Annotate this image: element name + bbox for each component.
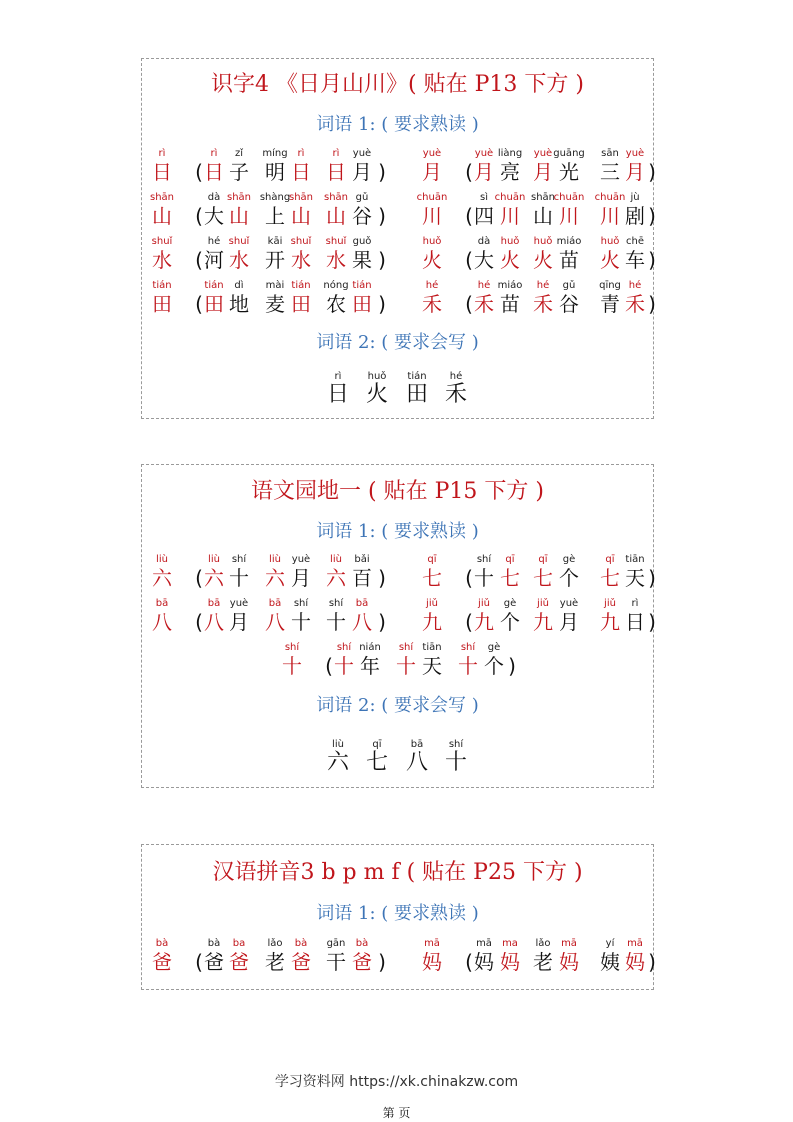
hanzi: 火 (600, 248, 620, 272)
bracket: ( (195, 610, 203, 634)
pinyin: rì (297, 148, 305, 159)
hanzi: 个 (484, 654, 504, 678)
pinyin: guāng (553, 148, 585, 159)
pinyin: shān (530, 192, 556, 203)
hanzi: 水 (326, 248, 346, 272)
hanzi: 火 (533, 248, 553, 272)
hanzi: 妈 (559, 950, 579, 974)
hanzi: 十 (334, 654, 354, 678)
pinyin: yuè (625, 148, 645, 159)
pinyin: yuè (559, 598, 579, 609)
bracket: ) (648, 610, 656, 634)
hanzi: 农 (326, 292, 346, 316)
pinyin: huǒ (422, 236, 442, 247)
section-title: 识字4 《日月山川》( 贴在 P13 下方 ) (211, 72, 584, 97)
hanzi: 地 (229, 292, 249, 316)
bracket: ) (648, 248, 656, 272)
hanzi: 妈 (625, 950, 645, 974)
hanzi: 六 (326, 566, 346, 590)
pinyin: chuān (594, 192, 626, 203)
pinyin: jù (630, 192, 640, 203)
pinyin: yuè (291, 554, 311, 565)
pinyin: ba (232, 938, 246, 949)
pinyin: dà (477, 236, 491, 247)
hanzi: 河 (204, 248, 224, 272)
bracket: ) (648, 160, 656, 184)
hanzi: 禾 (533, 292, 553, 316)
pinyin: qīng (599, 280, 621, 291)
pinyin: gǔ (355, 192, 369, 203)
hanzi: 日 (326, 382, 350, 407)
hanzi: 田 (291, 292, 311, 316)
hanzi: 妈 (422, 950, 442, 974)
hanzi: 九 (533, 610, 553, 634)
pinyin: yuè (352, 148, 372, 159)
pinyin: miáo (497, 280, 523, 291)
hanzi: 禾 (474, 292, 494, 316)
pinyin: shuǐ (325, 236, 347, 247)
hanzi: 八 (405, 750, 429, 775)
bracket: ( (465, 566, 473, 590)
pinyin: bā (155, 598, 169, 609)
hanzi: 八 (352, 610, 372, 634)
pinyin: shuǐ (151, 236, 173, 247)
bracket: ) (378, 248, 386, 272)
hanzi: 月 (229, 610, 249, 634)
bracket: ) (508, 654, 516, 678)
hanzi: 十 (291, 610, 311, 634)
pinyin: yuè (422, 148, 442, 159)
pinyin: nián (359, 642, 381, 653)
pinyin: yí (605, 938, 615, 949)
hanzi: 田 (405, 382, 429, 407)
hanzi: 水 (291, 248, 311, 272)
pinyin: rì (631, 598, 639, 609)
pinyin: guǒ (352, 236, 372, 247)
hanzi: 六 (326, 750, 350, 775)
hanzi: 青 (600, 292, 620, 316)
hanzi: 日 (152, 160, 172, 184)
bracket: ( (465, 204, 473, 228)
hanzi: 十 (282, 654, 302, 678)
pinyin: sì (480, 192, 488, 203)
pinyin: hé (536, 280, 550, 291)
hanzi: 月 (559, 610, 579, 634)
section-title: 语文园地一 ( 贴在 P15 下方 ) (251, 479, 544, 504)
pinyin: chē (626, 236, 644, 247)
pinyin: tián (407, 371, 427, 382)
pinyin: tián (152, 280, 172, 291)
hanzi: 日 (291, 160, 311, 184)
bracket: ( (465, 610, 473, 634)
pinyin: shí (398, 642, 414, 653)
hanzi: 九 (474, 610, 494, 634)
hanzi: 谷 (352, 204, 372, 228)
hanzi: 火 (500, 248, 520, 272)
pinyin: shān (226, 192, 252, 203)
hanzi: 个 (559, 566, 579, 590)
pinyin: gè (503, 598, 517, 609)
hanzi: 火 (365, 382, 389, 407)
hanzi: 水 (152, 248, 172, 272)
hanzi: 车 (625, 248, 645, 272)
pinyin: jiǔ (537, 598, 549, 609)
pinyin: rì (210, 148, 218, 159)
hanzi: 六 (152, 566, 172, 590)
hanzi: 开 (265, 248, 285, 272)
read-label: 词语 1: ( 要求熟读 ) (316, 903, 479, 924)
hanzi: 爸 (152, 950, 172, 974)
pinyin: liù (330, 554, 342, 565)
pinyin: hé (477, 280, 491, 291)
hanzi: 麦 (265, 292, 285, 316)
hanzi: 四 (474, 204, 494, 228)
pinyin: bà (207, 938, 221, 949)
pinyin: hé (449, 371, 463, 382)
bracket: ) (648, 950, 656, 974)
hanzi: 月 (625, 160, 645, 184)
pinyin: hé (425, 280, 439, 291)
hanzi: 八 (204, 610, 224, 634)
hanzi: 爸 (204, 950, 224, 974)
pinyin: dà (207, 192, 221, 203)
pinyin: rì (158, 148, 166, 159)
hanzi: 月 (533, 160, 553, 184)
bracket: ( (195, 248, 203, 272)
hanzi: 八 (152, 610, 172, 634)
bracket: ( (195, 566, 203, 590)
pinyin: dì (234, 280, 244, 291)
pinyin: mài (265, 280, 285, 291)
hanzi: 百 (352, 566, 372, 590)
read-label: 词语 1: ( 要求熟读 ) (316, 521, 479, 542)
pinyin: miáo (556, 236, 582, 247)
pinyin: ma (502, 938, 518, 949)
bracket: ( (195, 160, 203, 184)
hanzi: 川 (422, 204, 442, 228)
hanzi: 谷 (559, 292, 579, 316)
hanzi: 火 (422, 248, 442, 272)
pinyin: jiǔ (478, 598, 490, 609)
pinyin: shí (231, 554, 247, 565)
pinyin: mā (476, 938, 492, 949)
pinyin: rì (334, 371, 342, 382)
pinyin: qī (538, 554, 548, 565)
read-label: 词语 1: ( 要求熟读 ) (316, 114, 479, 135)
hanzi: 六 (204, 566, 224, 590)
bracket: ) (648, 292, 656, 316)
page-number: 第 页 (382, 1106, 411, 1120)
bracket: ( (195, 950, 203, 974)
hanzi: 姨 (600, 950, 620, 974)
pinyin: jiǔ (604, 598, 616, 609)
hanzi: 天 (625, 566, 645, 590)
section-title: 汉语拼音3 b p m f ( 贴在 P25 下方 ) (212, 860, 583, 885)
hanzi: 八 (265, 610, 285, 634)
pinyin: mā (561, 938, 577, 949)
bracket: ( (465, 950, 473, 974)
hanzi: 川 (559, 204, 579, 228)
hanzi: 爸 (352, 950, 372, 974)
hanzi: 山 (229, 204, 249, 228)
hanzi: 十 (326, 610, 346, 634)
hanzi: 水 (229, 248, 249, 272)
hanzi: 月 (474, 160, 494, 184)
hanzi: 三 (600, 160, 620, 184)
pinyin: tián (352, 280, 372, 291)
hanzi: 十 (458, 654, 478, 678)
pinyin: shuǐ (228, 236, 250, 247)
hanzi: 十 (396, 654, 416, 678)
bracket: ( (195, 204, 203, 228)
pinyin: shān (323, 192, 349, 203)
pinyin: yuè (229, 598, 249, 609)
pinyin: tiān (625, 554, 645, 565)
pinyin: liù (269, 554, 281, 565)
pinyin: shí (284, 642, 300, 653)
pinyin: shí (448, 739, 464, 750)
bracket: ) (378, 160, 386, 184)
pinyin: bǎi (354, 554, 370, 565)
bracket: ) (378, 610, 386, 634)
hanzi: 山 (152, 204, 172, 228)
bracket: ) (378, 204, 386, 228)
bracket: ) (648, 566, 656, 590)
hanzi: 老 (533, 950, 553, 974)
hanzi: 禾 (444, 382, 468, 407)
hanzi: 剧 (625, 204, 645, 228)
pinyin: bā (268, 598, 282, 609)
pinyin: nóng (323, 280, 349, 291)
pinyin: shí (476, 554, 492, 565)
pinyin: qī (372, 739, 382, 750)
hanzi: 老 (265, 950, 285, 974)
pinyin: lǎo (535, 938, 551, 949)
pinyin: kāi (267, 236, 283, 247)
pinyin: huǒ (600, 236, 620, 247)
footer-source: 学习资料网 https://xk.chinakzw.com (274, 1074, 519, 1090)
hanzi: 川 (500, 204, 520, 228)
hanzi: 七 (422, 566, 442, 590)
hanzi: 田 (204, 292, 224, 316)
pinyin: huǒ (367, 371, 387, 382)
pinyin: qī (605, 554, 615, 565)
bracket: ( (465, 292, 473, 316)
pinyin: rì (332, 148, 340, 159)
pinyin: tián (204, 280, 224, 291)
pinyin: shí (460, 642, 476, 653)
pinyin: qī (505, 554, 515, 565)
pinyin: bà (294, 938, 308, 949)
hanzi: 干 (326, 950, 346, 974)
hanzi: 山 (291, 204, 311, 228)
hanzi: 川 (600, 204, 620, 228)
pinyin: mā (424, 938, 440, 949)
pinyin: jiǔ (426, 598, 438, 609)
hanzi: 十 (229, 566, 249, 590)
hanzi: 月 (291, 566, 311, 590)
pinyin: míng (262, 148, 288, 159)
pinyin: shān (149, 192, 175, 203)
hanzi: 爸 (291, 950, 311, 974)
pinyin: chuān (553, 192, 585, 203)
bracket: ) (378, 950, 386, 974)
hanzi: 果 (352, 248, 372, 272)
pinyin: gān (326, 938, 346, 949)
hanzi: 上 (265, 204, 285, 228)
bracket: ) (378, 566, 386, 590)
pinyin: hé (207, 236, 221, 247)
hanzi: 七 (500, 566, 520, 590)
pinyin: shí (336, 642, 352, 653)
pinyin: bā (207, 598, 221, 609)
pinyin: shí (328, 598, 344, 609)
pinyin: yuè (474, 148, 494, 159)
hanzi: 六 (265, 566, 285, 590)
hanzi: 爸 (229, 950, 249, 974)
pinyin: bà (155, 938, 169, 949)
pinyin: shàng (259, 192, 291, 203)
hanzi: 日 (625, 610, 645, 634)
bracket: ( (465, 248, 473, 272)
section-card-rizi4 (141, 58, 654, 419)
pinyin: lǎo (267, 938, 283, 949)
pinyin: yuè (533, 148, 553, 159)
section-card-pinyin-bpmf (141, 844, 654, 990)
hanzi: 日 (204, 160, 224, 184)
pinyin: chuān (416, 192, 448, 203)
bracket: ) (378, 292, 386, 316)
hanzi: 田 (352, 292, 372, 316)
pinyin: tián (291, 280, 311, 291)
pinyin: chuān (494, 192, 526, 203)
pinyin: shí (293, 598, 309, 609)
hanzi: 苗 (559, 248, 579, 272)
hanzi: 田 (152, 292, 172, 316)
pinyin: huǒ (533, 236, 553, 247)
hanzi: 九 (600, 610, 620, 634)
hanzi: 子 (229, 160, 249, 184)
hanzi: 九 (422, 610, 442, 634)
pinyin: gè (487, 642, 501, 653)
pinyin: hé (628, 280, 642, 291)
hanzi: 七 (533, 566, 553, 590)
hanzi: 七 (365, 750, 389, 775)
hanzi: 天 (422, 654, 442, 678)
pinyin: tiān (422, 642, 442, 653)
hanzi: 月 (352, 160, 372, 184)
pinyin: zǐ (234, 148, 244, 159)
hanzi: 光 (559, 160, 579, 184)
section-card-yuwen-yuandi (141, 464, 654, 788)
pinyin: bà (355, 938, 369, 949)
hanzi: 妈 (474, 950, 494, 974)
hanzi: 月 (422, 160, 442, 184)
hanzi: 山 (533, 204, 553, 228)
bracket: ( (465, 160, 473, 184)
hanzi: 禾 (422, 292, 442, 316)
hanzi: 日 (326, 160, 346, 184)
hanzi: 亮 (500, 160, 520, 184)
pinyin: liù (332, 739, 344, 750)
pinyin: qī (427, 554, 437, 565)
hanzi: 大 (204, 204, 224, 228)
hanzi: 十 (474, 566, 494, 590)
bracket: ) (648, 204, 656, 228)
pinyin: liù (156, 554, 168, 565)
pinyin: bā (410, 739, 424, 750)
hanzi: 七 (600, 566, 620, 590)
write-label: 词语 2: ( 要求会写 ) (316, 332, 479, 353)
hanzi: 十 (444, 750, 468, 775)
hanzi: 苗 (500, 292, 520, 316)
hanzi: 个 (500, 610, 520, 634)
pinyin: huǒ (500, 236, 520, 247)
hanzi: 年 (360, 654, 380, 678)
pinyin: gè (562, 554, 576, 565)
pinyin: liàng (497, 148, 523, 159)
hanzi: 山 (326, 204, 346, 228)
hanzi: 妈 (500, 950, 520, 974)
write-label: 词语 2: ( 要求会写 ) (316, 695, 479, 716)
pinyin: gǔ (562, 280, 576, 291)
pinyin: bā (355, 598, 369, 609)
pinyin: shuǐ (290, 236, 312, 247)
bracket: ( (325, 654, 333, 678)
hanzi: 禾 (625, 292, 645, 316)
hanzi: 明 (265, 160, 285, 184)
pinyin: sān (601, 148, 619, 159)
pinyin: shān (288, 192, 314, 203)
bracket: ( (195, 292, 203, 316)
pinyin: mā (627, 938, 643, 949)
pinyin: liù (208, 554, 220, 565)
hanzi: 大 (474, 248, 494, 272)
